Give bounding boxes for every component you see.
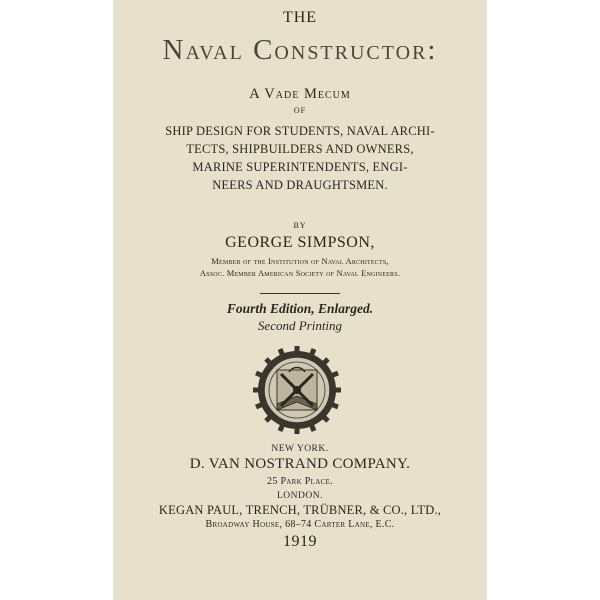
subtitle-of: OF [293,106,307,115]
author-affiliation: Member of the Institution of Naval Architects, [211,256,389,266]
title-page [113,0,487,600]
publisher-emblem-icon [253,346,341,434]
edition-label: Fourth Edition, Enlarged. [226,301,374,316]
london-address: Broadway House, 68–74 Carter Lane, E.C. [205,519,395,530]
description-line: SHIP DESIGN FOR STUDENTS, NAVAL ARCHI- [165,124,435,138]
publication-year: 1919 [283,533,317,550]
london-city: LONDON. [277,491,323,501]
author-affiliation: Assoc. Member American Society of Naval Engineers. [199,268,401,278]
publisher-address: 25 Park Place. [267,476,333,487]
description-line: NEERS AND DRAUGHTSMEN. [212,178,388,192]
title-article: THE [282,9,318,26]
by-label: BY [293,221,307,230]
description-line: MARINE SUPERINTENDENTS, ENGI- [192,160,408,174]
divider-rule [260,293,340,294]
description-line: TECTS, SHIPBUILDERS AND OWNERS, [186,142,414,156]
author-name: GEORGE SIMPSON, [225,234,375,251]
publisher-name: D. VAN NOSTRAND COMPANY. [189,456,411,472]
london-publisher: KEGAN PAUL, TRENCH, TRÜBNER, & CO., LTD., [158,503,442,517]
book-subtitle: A Vade Mecum [249,86,351,102]
book-title: Naval Constructor: [162,34,438,66]
printing-label: Second Printing [257,318,343,333]
publisher-city: NEW YORK. [271,444,329,454]
